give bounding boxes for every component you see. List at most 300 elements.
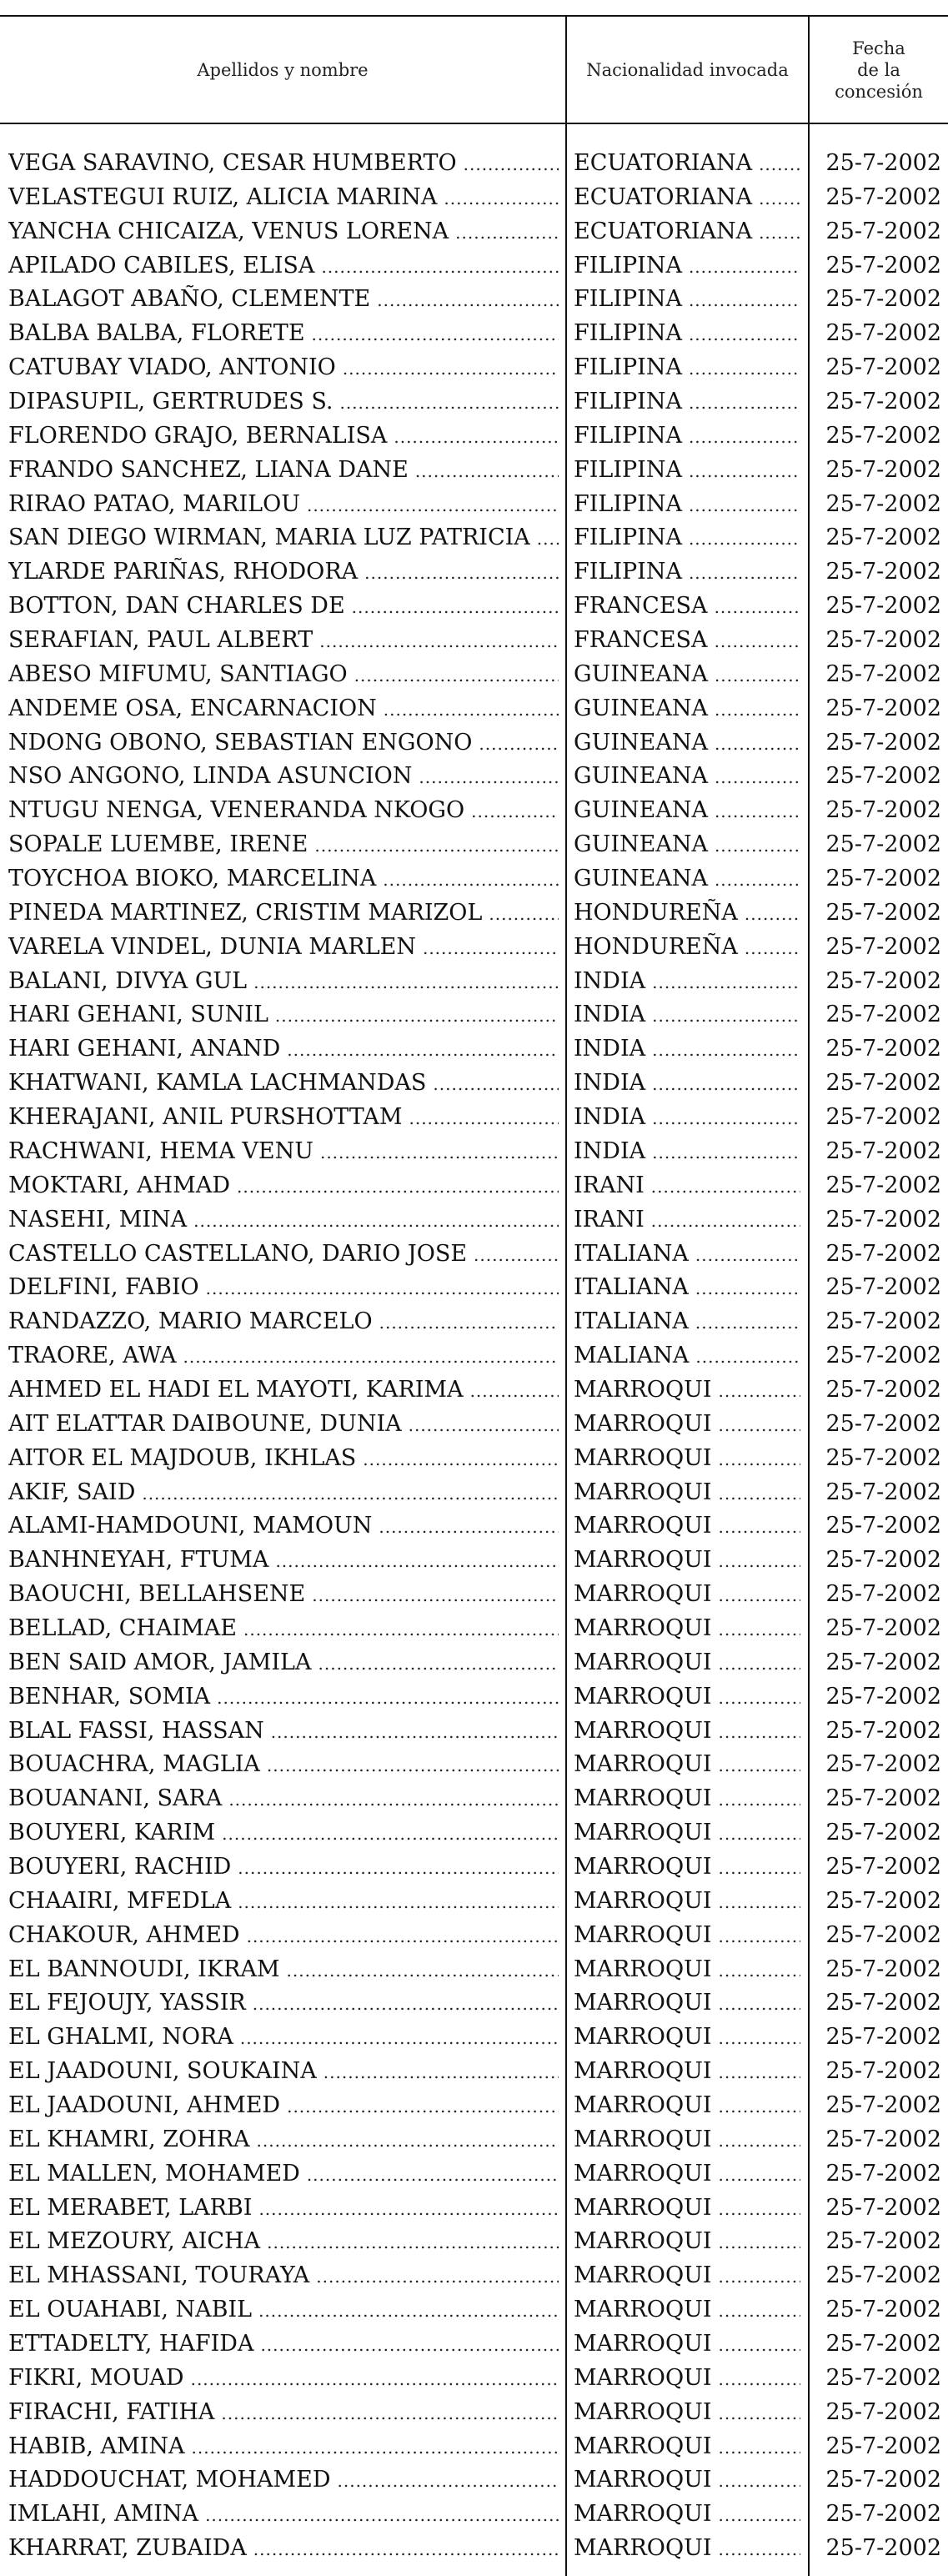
date-cell: [813, 931, 941, 964]
date-text: 25-7-2002: [825, 389, 941, 415]
nationality-cell: [574, 351, 800, 384]
nationality-cell: [574, 1612, 800, 1645]
date-text: 25-7-2002: [825, 2433, 941, 2459]
date-text: 25-7-2002: [825, 763, 941, 790]
nationality-cell: [574, 760, 800, 793]
date-text: 25-7-2002: [825, 1343, 941, 1369]
date-text: 25-7-2002: [825, 2091, 941, 2118]
dot-leader: [243, 1613, 559, 1645]
date-text: 25-7-2002: [825, 490, 941, 517]
date-cell: [813, 1715, 941, 1748]
table-row: [0, 1203, 948, 1238]
dot-leader: [363, 1443, 559, 1475]
name-text: BALAGOT ABAÑO, CLEMENTE: [8, 286, 371, 313]
name-text: TOYCHOA BIOKO, MARCELINA: [8, 866, 377, 892]
date-cell: [813, 1509, 941, 1543]
name-cell: [8, 760, 559, 793]
table-row: [0, 1408, 948, 1442]
nationality-cell: [574, 1067, 800, 1100]
date-text: 25-7-2002: [825, 1614, 941, 1641]
nationality-cell: [574, 624, 800, 657]
dot-leader: [343, 352, 559, 384]
dot-leader: [324, 2056, 559, 2088]
name-text: EL JAADOUNI, SOUKAINA: [8, 2058, 317, 2085]
dot-leader: [689, 454, 800, 487]
dot-leader: [652, 1136, 800, 1168]
date-text: 25-7-2002: [825, 1308, 941, 1335]
dot-leader: [689, 352, 800, 384]
date-cell: [813, 1646, 941, 1680]
table-row: [0, 1238, 948, 1272]
table-row: [0, 317, 948, 351]
date-text: 25-7-2002: [825, 1172, 941, 1198]
dot-leader: [759, 216, 800, 249]
name-cell: [8, 1238, 559, 1271]
nationality-text: MARROQUI: [574, 1717, 712, 1744]
header-nationality-label: Nacionalidad invocada: [586, 59, 789, 80]
dot-leader: [652, 999, 800, 1032]
dot-leader: [479, 727, 559, 760]
dot-leader: [287, 2090, 559, 2122]
dot-leader: [715, 761, 800, 793]
name-cell: [8, 1032, 559, 1066]
date-cell: [813, 2463, 941, 2497]
nationality-text: MARROQUI: [574, 2160, 712, 2187]
name-cell: [8, 1476, 559, 1509]
date-cell: [813, 1986, 941, 2020]
table-row: [0, 862, 948, 896]
table-row: [0, 2498, 948, 2532]
table-row: [0, 1442, 948, 1476]
name-text: BOTTON, DAN CHARLES DE: [8, 593, 345, 620]
table-row: [0, 1067, 948, 1101]
nationality-cell: [574, 2157, 800, 2191]
table-row: [0, 2192, 948, 2226]
date-cell: [813, 1578, 941, 1611]
name-text: HARI GEHANI, SUNIL: [8, 1002, 268, 1028]
name-cell: [8, 794, 559, 827]
name-text: FLORENDO GRAJO, BERNALISA: [8, 422, 388, 449]
date-text: 25-7-2002: [825, 1002, 941, 1028]
nationality-cell: [574, 215, 800, 249]
header-date-line-2: de la: [857, 59, 900, 80]
name-text: HADDOUCHAT, MOHAMED: [8, 2467, 331, 2493]
dot-leader: [745, 897, 800, 930]
nationality-cell: [574, 317, 800, 350]
nationality-cell: [574, 1203, 800, 1237]
dot-leader: [221, 2397, 559, 2429]
table-row: [0, 1476, 948, 1510]
name-text: EL BANNOUDI, IKRAM: [8, 1956, 280, 1982]
dot-leader: [695, 1272, 800, 1304]
name-cell: [8, 1715, 559, 1748]
date-cell: [813, 215, 941, 249]
nationality-text: GUINEANA: [574, 660, 708, 687]
name-text: ANDEME OSA, ENCARNACION: [8, 695, 377, 721]
dot-leader: [253, 2533, 559, 2565]
date-cell: [813, 794, 941, 827]
table-row: [0, 2157, 948, 2192]
name-cell: [8, 828, 559, 861]
date-text: 25-7-2002: [825, 797, 941, 824]
date-cell: [813, 283, 941, 316]
date-cell: [813, 1305, 941, 1338]
table-row: [0, 454, 948, 488]
date-text: 25-7-2002: [825, 1479, 941, 1505]
nationality-cell: [574, 931, 800, 964]
table-row: [0, 1680, 948, 1715]
date-text: 25-7-2002: [825, 354, 941, 381]
dot-leader: [312, 1579, 559, 1611]
date-text: 25-7-2002: [825, 1513, 941, 1539]
nationality-cell: [574, 419, 800, 453]
table-row: [0, 147, 948, 181]
date-cell: [813, 624, 941, 657]
table-row: [0, 1578, 948, 1612]
nationality-text: MARROQUI: [574, 1887, 712, 1914]
dot-leader: [338, 2464, 559, 2497]
table-row: [0, 283, 948, 317]
nationality-text: MARROQUI: [574, 1649, 712, 1675]
name-text: NTUGU NENGA, VENERANDA NKOGO: [8, 797, 465, 824]
dot-leader: [379, 1510, 559, 1543]
dot-leader: [719, 1510, 801, 1543]
name-cell: [8, 1919, 559, 1952]
name-text: NDONG OBONO, SEBASTIAN ENGONO: [8, 729, 473, 756]
name-cell: [8, 2362, 559, 2395]
nationality-text: FILIPINA: [574, 525, 682, 551]
dot-leader: [652, 1067, 800, 1100]
dot-leader: [316, 2260, 559, 2292]
nationality-cell: [574, 2430, 800, 2463]
dot-leader: [258, 2192, 559, 2225]
nationality-text: MARROQUI: [574, 2331, 712, 2357]
nationality-text: HONDUREÑA: [574, 933, 738, 960]
nationality-text: MARROQUI: [574, 1614, 712, 1641]
table-row: [0, 1715, 948, 1749]
date-cell: [813, 828, 941, 861]
date-text: 25-7-2002: [825, 1274, 941, 1301]
nationality-cell: [574, 385, 800, 419]
name-cell: [8, 2498, 559, 2531]
table-row: [0, 555, 948, 590]
nationality-cell: [574, 2293, 800, 2327]
nationality-text: HONDUREÑA: [574, 899, 738, 926]
date-cell: [813, 488, 941, 521]
name-text: BELLAD, CHAIMAE: [8, 1614, 237, 1641]
nationality-cell: [574, 2327, 800, 2361]
nationality-text: MARROQUI: [574, 2024, 712, 2051]
date-cell: [813, 2123, 941, 2157]
date-cell: [813, 1748, 941, 1781]
date-text: 25-7-2002: [825, 1240, 941, 1267]
dot-leader: [689, 420, 800, 453]
name-cell: [8, 1203, 559, 1237]
date-text: 25-7-2002: [825, 320, 941, 347]
name-cell: [8, 1169, 559, 1203]
header-name-label: Apellidos y nombre: [197, 59, 369, 80]
dot-leader: [719, 2363, 801, 2395]
name-text: CATUBAY VIADO, ANTONIO: [8, 354, 336, 381]
dot-leader: [715, 795, 800, 827]
nationality-text: MARROQUI: [574, 1581, 712, 1608]
date-cell: [813, 965, 941, 998]
name-cell: [8, 2430, 559, 2463]
name-cell: [8, 1578, 559, 1611]
date-cell: [813, 454, 941, 487]
dot-leader: [394, 420, 559, 453]
nationality-text: INDIA: [574, 1036, 646, 1062]
nationality-cell: [574, 1442, 800, 1475]
name-cell: [8, 862, 559, 896]
name-cell: [8, 624, 559, 657]
name-cell: [8, 2532, 559, 2565]
name-cell: [8, 1782, 559, 1815]
dot-leader: [715, 693, 800, 726]
name-cell: [8, 2123, 559, 2157]
table-row: [0, 896, 948, 931]
name-text: ETTADELTY, HAFIDA: [8, 2331, 254, 2357]
dot-leader: [689, 556, 800, 589]
table-row: [0, 2055, 948, 2089]
name-text: NASEHI, MINA: [8, 1206, 188, 1233]
table-row: [0, 385, 948, 419]
dot-leader: [142, 1477, 559, 1509]
name-cell: [8, 2225, 559, 2258]
dot-leader: [715, 829, 800, 861]
table-row: [0, 998, 948, 1032]
nationality-cell: [574, 1373, 800, 1407]
date-text: 25-7-2002: [825, 593, 941, 620]
header-date-line-1: Fecha: [852, 38, 905, 58]
name-text: VARELA VINDEL, DUNIA MARLEN: [8, 933, 416, 960]
name-text: YANCHA CHICAIZA, VENUS LORENA: [8, 218, 449, 244]
nationality-cell: [574, 2192, 800, 2225]
date-text: 25-7-2002: [825, 286, 941, 313]
nationality-text: FILIPINA: [574, 389, 682, 415]
nationality-text: MARROQUI: [574, 1956, 712, 1982]
dot-leader: [489, 897, 559, 930]
nationality-text: INDIA: [574, 1137, 646, 1164]
name-cell: [8, 1953, 559, 1986]
name-text: CHAKOUR, AHMED: [8, 1921, 240, 1948]
nationality-cell: [574, 1715, 800, 1748]
table-row: [0, 521, 948, 555]
name-cell: [8, 1373, 559, 1407]
date-text: 25-7-2002: [825, 422, 941, 449]
dot-leader: [352, 590, 559, 623]
nationality-cell: [574, 2089, 800, 2122]
dot-leader: [228, 1783, 559, 1815]
dot-leader: [689, 318, 800, 350]
name-cell: [8, 896, 559, 930]
date-cell: [813, 1476, 941, 1509]
date-text: 25-7-2002: [825, 2297, 941, 2323]
date-cell: [813, 1850, 941, 1884]
dot-leader: [719, 1409, 801, 1441]
nationality-text: FRANCESA: [574, 593, 708, 620]
dot-leader: [383, 863, 559, 896]
table-row: [0, 419, 948, 454]
nationality-text: MARROQUI: [574, 1410, 712, 1437]
name-cell: [8, 249, 559, 283]
header-date: [810, 17, 948, 123]
date-cell: [813, 1612, 941, 1645]
nationality-cell: [574, 590, 800, 623]
table-row: [0, 1816, 948, 1850]
date-text: 25-7-2002: [825, 1070, 941, 1097]
table-row: [0, 1032, 948, 1067]
nationality-cell: [574, 1578, 800, 1611]
name-text: AKIF, SAID: [8, 1479, 136, 1505]
date-cell: [813, 1816, 941, 1850]
dot-leader: [433, 1067, 559, 1100]
dot-leader: [354, 659, 559, 691]
dot-leader: [719, 1715, 801, 1748]
date-cell: [813, 998, 941, 1032]
nationality-cell: [574, 1476, 800, 1509]
date-text: 25-7-2002: [825, 150, 941, 176]
date-cell: [813, 2430, 941, 2463]
nationality-text: ITALIANA: [574, 1308, 689, 1335]
nationality-cell: [574, 658, 800, 691]
table-row: [0, 2225, 948, 2259]
dot-leader: [253, 1987, 559, 2020]
name-cell: [8, 2293, 559, 2327]
name-text: YLARDE PARIÑAS, RHODORA: [8, 559, 359, 585]
nationality-text: FILIPINA: [574, 320, 682, 347]
nationality-cell: [574, 1986, 800, 2020]
date-text: 25-7-2002: [825, 2262, 941, 2289]
name-text: IMLAHI, AMINA: [8, 2501, 199, 2528]
nationality-text: GUINEANA: [574, 763, 708, 790]
nationality-text: GUINEANA: [574, 729, 708, 756]
table-row: [0, 760, 948, 794]
name-text: EL MEZOURY, AICHA: [8, 2228, 261, 2255]
name-text: SAN DIEGO WIRMAN, MARIA LUZ PATRICIA: [8, 525, 530, 551]
dot-leader: [719, 2464, 801, 2497]
table-row: [0, 1101, 948, 1135]
nationality-cell: [574, 2123, 800, 2157]
dot-leader: [715, 727, 800, 760]
date-text: 25-7-2002: [825, 1683, 941, 1710]
table-row: [0, 931, 948, 965]
date-text: 25-7-2002: [825, 2160, 941, 2187]
nationality-cell: [574, 726, 800, 760]
date-cell: [813, 1135, 941, 1168]
dot-leader: [379, 1306, 559, 1338]
nationality-cell: [574, 1032, 800, 1066]
date-cell: [813, 181, 941, 214]
name-text: CHAAIRI, MFEDLA: [8, 1887, 232, 1914]
table-row: [0, 1271, 948, 1305]
nationality-cell: [574, 1885, 800, 1918]
name-cell: [8, 1135, 559, 1168]
name-cell: [8, 521, 559, 555]
nationality-cell: [574, 692, 800, 726]
dot-leader: [307, 489, 559, 521]
dot-leader: [320, 1136, 559, 1168]
name-text: ABESO MIFUMU, SANTIAGO: [8, 660, 348, 687]
table-row: [0, 181, 948, 215]
date-cell: [813, 2498, 941, 2531]
date-cell: [813, 1373, 941, 1407]
dot-leader: [470, 1374, 559, 1407]
nationality-text: MARROQUI: [574, 2297, 712, 2323]
date-text: 25-7-2002: [825, 1649, 941, 1675]
name-text: BLAL FASSI, HASSAN: [8, 1717, 264, 1744]
name-text: KHARRAT, ZUBAIDA: [8, 2535, 247, 2562]
date-cell: [813, 2362, 941, 2395]
dot-leader: [260, 2328, 559, 2361]
table-row: [0, 1782, 948, 1816]
nationality-cell: [574, 1509, 800, 1543]
table-row: [0, 2293, 948, 2327]
dot-leader: [312, 318, 559, 350]
name-text: DELFINI, FABIO: [8, 1274, 199, 1301]
date-text: 25-7-2002: [825, 831, 941, 858]
dot-leader: [222, 1817, 559, 1850]
table-row: [0, 1509, 948, 1544]
date-text: 25-7-2002: [825, 2194, 941, 2221]
name-cell: [8, 1305, 559, 1338]
table-row: [0, 2463, 948, 2498]
date-cell: [813, 351, 941, 384]
name-text: BAOUCHI, BELLAHSENE: [8, 1581, 306, 1608]
nationality-text: FILIPINA: [574, 456, 682, 483]
name-cell: [8, 1271, 559, 1304]
dot-leader: [719, 2226, 801, 2258]
nationality-text: MARROQUI: [574, 1921, 712, 1948]
nationality-cell: [574, 1816, 800, 1850]
date-text: 25-7-2002: [825, 1547, 941, 1574]
nationality-text: INDIA: [574, 967, 646, 994]
table-row: [0, 488, 948, 522]
name-cell: [8, 1339, 559, 1373]
date-cell: [813, 726, 941, 760]
nationality-text: MARROQUI: [574, 2364, 712, 2391]
dot-leader: [247, 1920, 559, 1952]
name-text: DIPASUPIL, GERTRUDES S.: [8, 389, 334, 415]
name-cell: [8, 317, 559, 350]
nationality-text: MARROQUI: [574, 1444, 712, 1471]
nationality-text: FILIPINA: [574, 354, 682, 381]
dot-leader: [719, 1987, 801, 2020]
dot-leader: [719, 1749, 801, 1781]
nationality-text: MARROQUI: [574, 2058, 712, 2085]
table-row: [0, 2021, 948, 2055]
dot-leader: [715, 625, 800, 657]
name-text: HARI GEHANI, ANAND: [8, 1036, 281, 1062]
name-cell: [8, 2396, 559, 2429]
date-cell: [813, 2293, 941, 2327]
dot-leader: [319, 625, 559, 657]
name-text: BOUACHRA, MAGLIA: [8, 1751, 260, 1778]
date-text: 25-7-2002: [825, 1717, 941, 1744]
dot-leader: [651, 1170, 800, 1203]
dot-leader: [652, 966, 800, 998]
name-text: FIKRI, MOUAD: [8, 2364, 184, 2391]
table-row: [0, 1646, 948, 1680]
nationality-cell: [574, 1919, 800, 1952]
table-row: [0, 1748, 948, 1782]
nationality-cell: [574, 1271, 800, 1304]
date-text: 25-7-2002: [825, 1785, 941, 1812]
date-text: 25-7-2002: [825, 456, 941, 483]
dot-leader: [719, 2328, 801, 2361]
nationality-cell: [574, 2362, 800, 2395]
dot-leader: [267, 1749, 559, 1781]
